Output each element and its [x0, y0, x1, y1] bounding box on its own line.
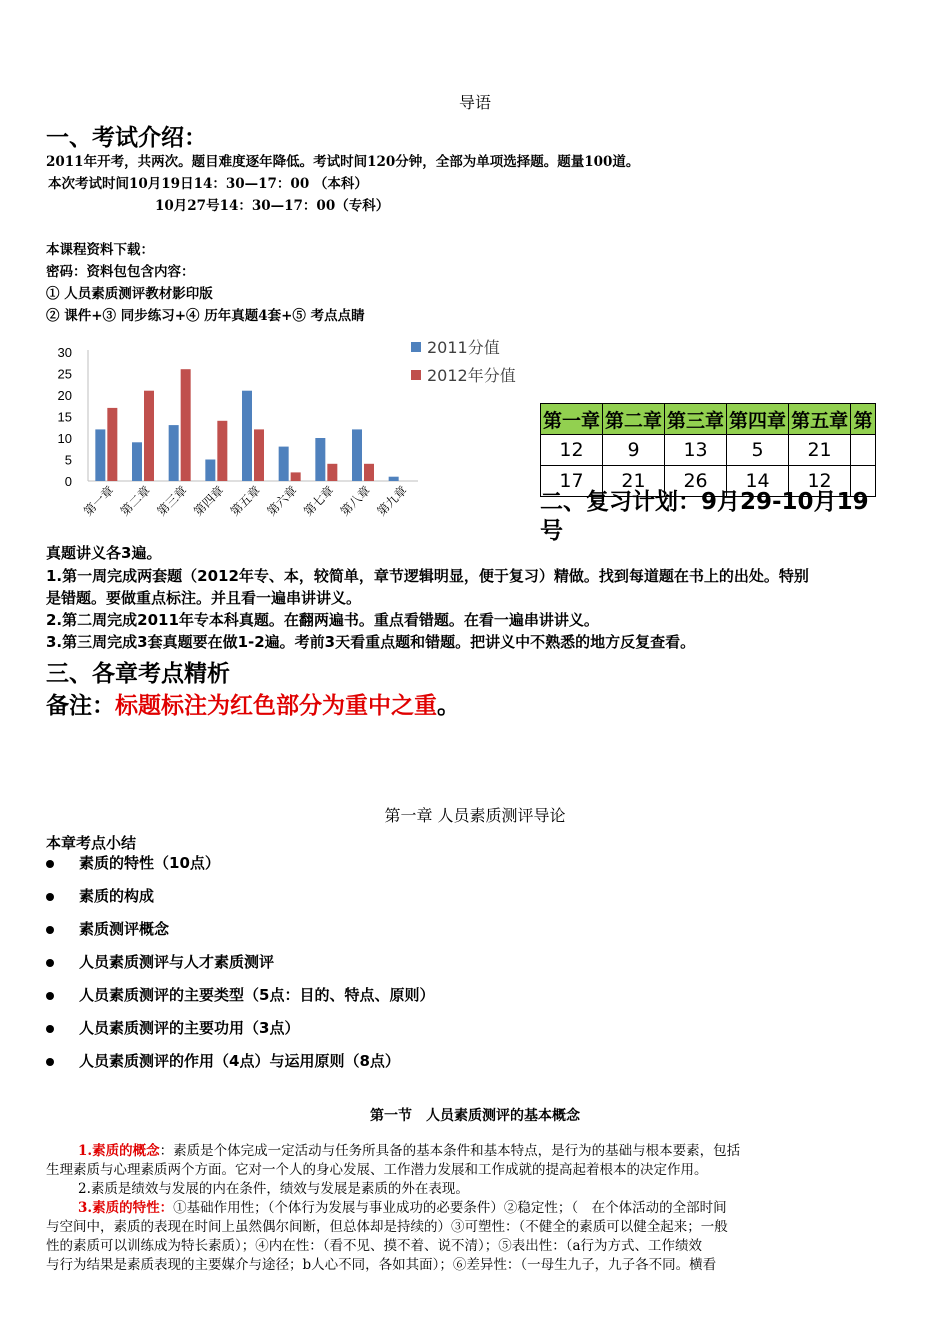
- x-tick-label: 第八章: [337, 483, 374, 519]
- section-title: 第一节 人员素质测评的基本概念: [370, 1108, 580, 1124]
- bullet-item: [46, 847, 896, 880]
- bar-2011: [352, 429, 362, 481]
- score-table-cell: 12: [789, 466, 851, 497]
- concept-paragraph: [46, 1142, 916, 1275]
- bullet-item: [46, 1045, 896, 1078]
- download-label: 本课程资料下载：: [46, 242, 154, 258]
- note-end: 。: [437, 693, 460, 719]
- score-table-header: 第三章: [665, 404, 727, 435]
- x-tick-label: 第三章: [154, 483, 190, 519]
- legend-swatch: [411, 370, 421, 380]
- score-table-header: 第二章: [603, 404, 665, 435]
- bullet-item: [46, 946, 896, 979]
- y-tick-label: 20: [57, 388, 72, 403]
- x-tick-label: 第六章: [264, 483, 300, 519]
- traits-text-3: 性的素质可以训练成为特长素质）；④内在性：（看不见、摸不着、说不清）；⑤表出性：（a行为方式、工作绩效: [46, 1238, 703, 1254]
- y-tick-label: 30: [57, 345, 72, 360]
- legend-swatch: [411, 342, 421, 352]
- exam-time-undergrad: 本次考试时间10月19日14：30—17：00 （本科）: [48, 176, 368, 192]
- y-tick-label: 25: [57, 366, 72, 382]
- bar-2012: [254, 429, 264, 481]
- bar-2012: [181, 369, 191, 481]
- review-week1-cont: 是错题。要做重点标注。并且看一遍串讲讲义。: [46, 589, 362, 607]
- package-item-2: ② 课件+③ 同步练习+④ 历年真题4套+⑤ 考点点睛: [46, 308, 365, 324]
- score-table-row: [541, 435, 876, 466]
- score-table-cell: 9: [603, 435, 665, 466]
- bullet-text: 人员素质测评的作用（4点）与运用原则（8点）: [79, 1052, 400, 1070]
- password-label: 密码：资料包包含内容：: [46, 264, 195, 280]
- bullet-item: [46, 1012, 896, 1045]
- bullet-text: 素质的构成: [79, 887, 155, 905]
- note-red-text: 标题标注为红色部分为重中之重: [115, 693, 437, 719]
- traits-text-4: 与行为结果是素质表现的主要媒介与途径；b人心不同，各如其面）；⑥差异性：（一母生九子，九子各不同。横看: [46, 1257, 717, 1273]
- x-tick-label: 第一章: [81, 483, 117, 519]
- bullet-text: 人员素质测评的主要功用（3点）: [79, 1019, 300, 1037]
- y-tick-label: 10: [57, 431, 72, 446]
- x-tick-label: 第五章: [227, 483, 264, 519]
- bullet-item: [46, 979, 896, 1012]
- traits-text-1: ①基础作用性；（个体行为发展与事业成功的必要条件）②稳定性；（ 在个体活动的全部时间: [173, 1200, 727, 1216]
- section-heading-review-plan: 二、复习计划：9月29-10月19: [540, 489, 869, 515]
- bar-2012: [327, 464, 337, 481]
- concept-text-2: 生理素质与心理素质两个方面。它对一个人的身心发展、工作潜力发展和工作成就的提高起着根本的决定作用。: [46, 1162, 708, 1178]
- bar-2012: [364, 464, 374, 481]
- bar-2011: [279, 447, 289, 481]
- score-table-cell: 12: [541, 435, 603, 466]
- bar-2012: [144, 391, 154, 481]
- score-table-cell: [851, 435, 876, 466]
- bullet-dot-icon: [46, 1058, 54, 1066]
- score-table-cell: 21: [603, 466, 665, 497]
- concept-colon: ：: [159, 1143, 174, 1159]
- bar-2012: [107, 408, 117, 481]
- score-table-header: 第: [851, 404, 876, 435]
- score-table-cell: 21: [789, 435, 851, 466]
- bar-2011: [169, 425, 179, 481]
- performance-text: 2.素质是绩效与发展的内在条件，绩效与发展是素质的外在表现。: [78, 1181, 469, 1197]
- score-table-header: 第五章: [789, 404, 851, 435]
- x-tick-label: 第四章: [191, 483, 227, 519]
- bullet-dot-icon: [46, 860, 54, 868]
- review-week2: 2.第二周完成2011年专本科真题。在翻两遍书。重点看错题。在看一遍串讲讲义。: [46, 611, 599, 629]
- bullet-item: [46, 880, 896, 913]
- bullet-text: 人员素质测评与人才素质测评: [79, 953, 275, 971]
- bullet-dot-icon: [46, 992, 54, 1000]
- section-heading-review-plan-cont: 号: [540, 518, 563, 544]
- chapter-summary-label: 本章考点小结: [46, 834, 137, 852]
- bullet-text: 人员素质测评的主要类型（5点：目的、特点、原则）: [79, 986, 435, 1004]
- review-week1: 1.第一周完成两套题（2012年专、本，较简单，章节逻辑明显，便于复习）精做。找到每道题在书上的出处。特别: [46, 567, 809, 585]
- bar-2011: [205, 460, 215, 482]
- bar-2011: [95, 429, 105, 481]
- package-item-1: ① 人员素质测评教材影印版: [46, 286, 213, 302]
- x-tick-label: 第九章: [374, 483, 410, 519]
- chapter-bullets: [46, 847, 896, 1078]
- concept-label: 1.素质的概念: [78, 1143, 160, 1159]
- x-tick-label: 第二章: [117, 483, 154, 519]
- traits-label: 3.素质的特性：: [78, 1200, 174, 1216]
- exam-info-line: 2011年开考，共两次。题目难度逐年降低。考试时间120分钟，全部为单项选择题。题量100道。: [46, 154, 640, 170]
- bar-2011: [389, 477, 399, 481]
- bar-2012: [291, 472, 301, 481]
- score-table-cell: 5: [727, 435, 789, 466]
- score-bar-chart: [40, 335, 540, 540]
- note-line: [46, 687, 460, 720]
- score-table-header: 第四章: [727, 404, 789, 435]
- y-tick-label: 0: [64, 474, 72, 489]
- page-title: 导语: [458, 93, 491, 112]
- exam-time-college: 10月27号14：30—17：00（专科）: [155, 198, 390, 214]
- bar-2011: [132, 442, 142, 481]
- legend-label: 2012年分值: [427, 366, 516, 385]
- score-table-cell: 17: [541, 466, 603, 497]
- section-heading-exam-intro: 一、考试介绍：: [46, 125, 207, 151]
- chapter-title: 第一章 人员素质测评导论: [384, 806, 566, 825]
- note-label: 备注：: [46, 693, 115, 719]
- y-tick-label: 5: [64, 452, 72, 468]
- bullet-item: [46, 913, 896, 946]
- score-table-header: 第一章: [541, 404, 603, 435]
- bar-2011: [315, 438, 325, 481]
- x-tick-label: 第七章: [301, 483, 337, 519]
- score-table-cell: 26: [665, 466, 727, 497]
- bullet-dot-icon: [46, 893, 54, 901]
- bullet-dot-icon: [46, 926, 54, 934]
- concept-text-1: 素质是个体完成一定活动与任务所具备的基本条件和基本特点，是行为的基础与根本要素，包括: [173, 1143, 741, 1159]
- bar-2012: [217, 421, 227, 481]
- traits-text-2: 与空间中，素质的表现在时间上虽然偶尔间断，但总体却是持续的）③可塑性：（不健全的素质可以健全起来；一般: [46, 1219, 728, 1235]
- review-week3: 3.第三周完成3套真题要在做1-2遍。考前3天看重点题和错题。把讲义中不熟悉的地方反复查看。: [46, 633, 696, 651]
- y-tick-label: 15: [57, 409, 72, 425]
- score-table-cell: 13: [665, 435, 727, 466]
- section-heading-chapter-analysis: 三、各章考点精析: [46, 661, 230, 687]
- bar-2011: [242, 391, 252, 481]
- bullet-dot-icon: [46, 959, 54, 967]
- legend-label: 2011分值: [427, 338, 500, 357]
- bullet-dot-icon: [46, 1025, 54, 1033]
- score-table-cell: 14: [727, 466, 789, 497]
- review-intro: 真题讲义各3遍。: [46, 544, 162, 562]
- bullet-text: 素质的特性（10点）: [79, 854, 220, 872]
- bullet-text: 素质测评概念: [79, 920, 170, 938]
